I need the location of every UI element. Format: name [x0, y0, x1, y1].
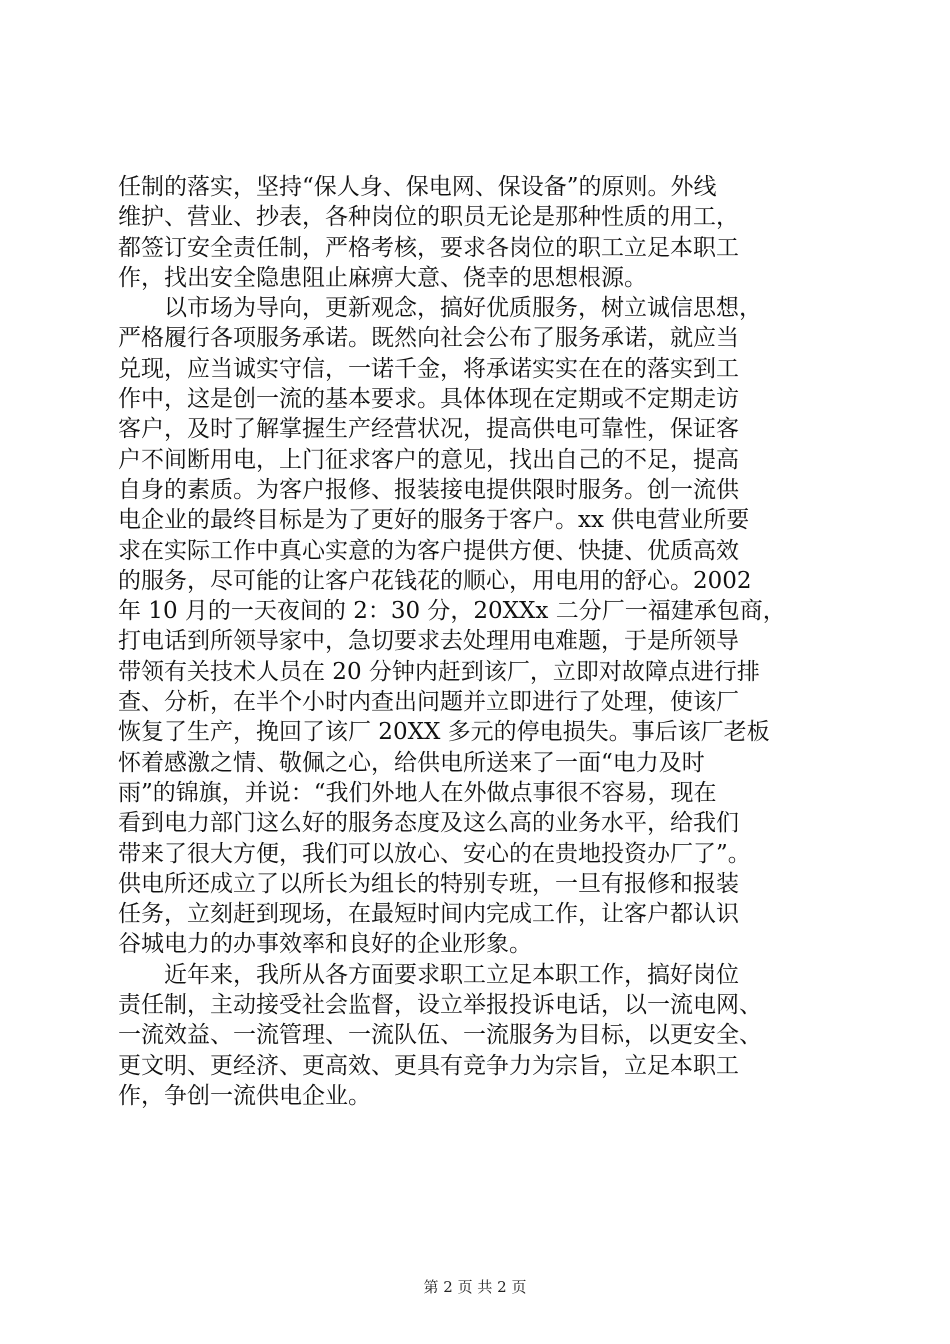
- text-line: 雨”的锦旗，并说：“我们外地人在外做点事很不容易，现在: [118, 779, 717, 806]
- text-line: 恢复了生产，挽回了该厂 20XX 多元的停电损失。事后该厂老板: [118, 719, 770, 746]
- text-line: 责任制，主动接受社会监督，设立举报投诉电话，以一流电网、: [118, 992, 762, 1019]
- text-line: 作，争创一流供电企业。: [118, 1082, 371, 1109]
- text-line: 兑现，应当诚实守信，一诺千金，将承诺实实在在的落实到工: [118, 355, 739, 382]
- text-line: 维护、营业、抄表，各种岗位的职员无论是那种性质的用工，: [118, 204, 739, 231]
- document-body: [118, 172, 854, 1111]
- text-line: 任务，立刻赶到现场，在最短时间内完成工作，让客户都认识: [118, 901, 739, 928]
- text-line: 客户，及时了解掌握生产经营状况，提高供电可靠性，保证客: [118, 416, 739, 443]
- text-line: 近年来，我所从各方面要求职工立足本职工作，搞好岗位: [118, 961, 739, 988]
- text-line: 作，找出安全隐患阻止麻痹大意、侥幸的思想根源。: [118, 264, 647, 291]
- text-line: 查、分析，在半个小时内查出问题并立即进行了处理，使该厂: [118, 689, 739, 716]
- text-line: 供电所还成立了以所长为组长的特别专班，一旦有报修和报装: [118, 870, 739, 897]
- text-line: 作中，这是创一流的基本要求。具体体现在定期或不定期走访: [118, 386, 739, 413]
- text-line: 严格履行各项服务承诺。既然向社会公布了服务承诺，就应当: [118, 325, 739, 352]
- text-line: 年 10 月的一天夜间的 2：30 分，20XXx 二分厂一福建承包商，: [118, 598, 786, 625]
- text-line: 带来了很大方便，我们可以放心、安心的在贵地投资办厂了”。: [118, 840, 751, 867]
- text-line: 带领有关技术人员在 20 分钟内赶到该厂，立即对故障点进行排: [118, 658, 760, 685]
- text-line: 任制的落实，坚持“保人身、保电网、保设备”的原则。外线: [118, 174, 717, 200]
- text-line: 一流效益、一流管理、一流队伍、一流服务为目标，以更安全、: [118, 1022, 762, 1049]
- text-line: 都签订安全责任制，严格考核，要求各岗位的职工立足本职工: [118, 234, 739, 261]
- text-line: 户不间断用电，上门征求客户的意见，找出自己的不足，提高: [118, 446, 739, 473]
- page-footer: 第 2 页 共 2 页: [423, 1278, 527, 1296]
- text-line: 看到电力部门这么好的服务态度及这么高的业务水平，给我们: [118, 810, 739, 837]
- text-line: 打电话到所领导家中，急切要求去处理用电难题，于是所领导: [118, 628, 739, 655]
- text-line: 的服务，尽可能的让客户花钱花的顺心，用电用的舒心。2002: [118, 567, 752, 594]
- text-line: 以市场为导向，更新观念，搞好优质服务，树立诚信思想，: [118, 295, 762, 322]
- text-line: 谷城电力的办事效率和良好的企业形象。: [118, 931, 532, 958]
- text-line: 怀着感激之情、敬佩之心，给供电所送来了一面“电力及时: [118, 749, 705, 776]
- text-line: 自身的素质。为客户报修、报装接电提供限时服务。创一流供: [118, 476, 739, 503]
- text-line: 电企业的最终目标是为了更好的服务于客户。xx 供电营业所要: [118, 507, 750, 534]
- text-line: 更文明、更经济、更高效、更具有竞争力为宗旨，立足本职工: [118, 1052, 739, 1079]
- text-line: 求在实际工作中真心实意的为客户提供方便、快捷、优质高效: [118, 537, 739, 564]
